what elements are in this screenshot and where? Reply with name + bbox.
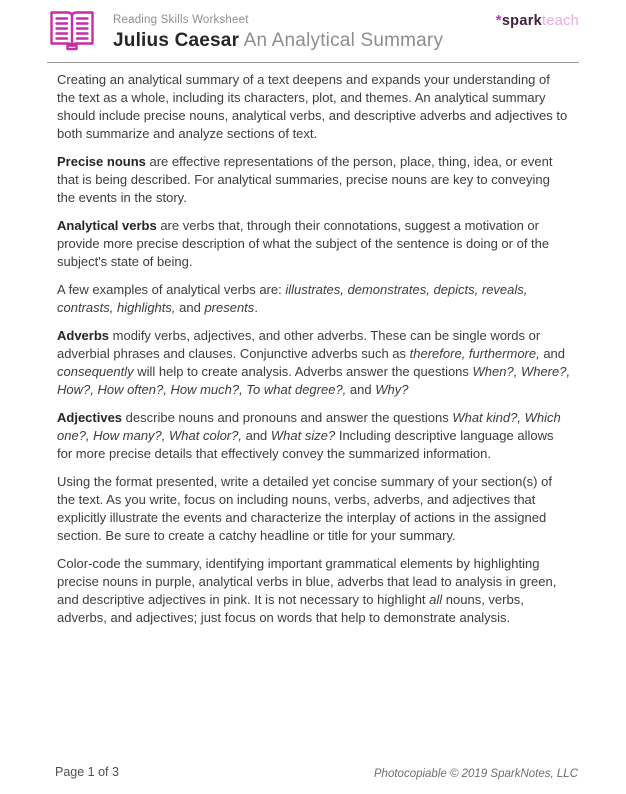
text-run: Including descriptive language allows for more precise details that effectively convey the summarized information. xyxy=(57,428,554,461)
text-run: and xyxy=(346,382,376,397)
page-title-book: Julius Caesar xyxy=(113,30,240,51)
text-run: What kind?, Which one?, How many?, What color?, xyxy=(57,410,561,443)
text-run: all xyxy=(429,592,443,607)
paragraph xyxy=(57,153,571,207)
text-run: Creating an analytical summary of a text deepens and expands your understanding of the text as a whole, including its characters, plot, and themes. An analytical summary should include precise nouns, analytical verbs, and descriptive adverbs and adjectives to both summarize and analyze sections of text. xyxy=(57,72,568,141)
text-run: are verbs that, through their connotations, suggest a motivation or provide more precise description of what the subject of the sentence is doing or of the subject's state of being. xyxy=(57,218,550,269)
text-run: When?, Where?, How?, How often?, How much?, To what degree?, xyxy=(57,364,571,397)
text-run: presents xyxy=(204,300,255,315)
text-run: describe nouns and pronouns and answer the questions xyxy=(122,410,453,425)
text-run: Analytical verbs xyxy=(57,218,157,233)
page-title-subtitle: An Analytical Summary xyxy=(239,30,444,51)
paragraph xyxy=(57,555,571,627)
text-run: and xyxy=(241,428,271,443)
text-run: therefore, furthermore, xyxy=(409,346,540,361)
text-run: and xyxy=(175,300,205,315)
page-number: Page 1 of 3 xyxy=(55,765,119,779)
text-run: nouns, verbs, adverbs, and adjectives; just focus on words that help to demonstrate analysis. xyxy=(57,592,524,625)
text-run: modify verbs, adjectives, and other adverbs. These can be single words or adverbial phrases and clauses. Conjunctive adverbs such as xyxy=(57,328,541,361)
text-run: and xyxy=(539,346,566,361)
text-run: Color-code the summary, identifying important grammatical elements by highlighting precise nouns in purple, analytical verbs in blue, adverbs that lead to analysis in green, and descriptive adjectives in pink. It is not necessary to highlight xyxy=(57,556,557,607)
copyright-notice: Photocopiable © 2019 SparkNotes, LLC xyxy=(373,768,578,780)
header-divider xyxy=(47,62,579,63)
text-run: Adverbs xyxy=(57,328,110,343)
logo-spark-text: spark xyxy=(501,13,543,29)
text-run: Adjectives xyxy=(57,410,123,425)
text-run: illustrates, demonstrates, depicts, reveals, contrasts, highlights, xyxy=(57,282,528,315)
text-run: Using the format presented, write a detailed yet concise summary of your section(s) of the text. As you write, focus on including nouns, verbs, adverbs, and adjectives that explicitly illustrate the events and characterize the interplay of actions in the assigned section. Be sure to create a catchy headline or title for your summary. xyxy=(57,474,552,543)
paragraph xyxy=(57,217,571,271)
paragraph xyxy=(57,409,571,463)
open-book-icon xyxy=(47,9,97,57)
text-run: Why? xyxy=(375,382,409,397)
paragraph xyxy=(57,281,571,317)
worksheet-body xyxy=(57,71,571,637)
paragraph xyxy=(57,473,571,545)
text-run: are effective representations of the person, place, thing, idea, or event that is being described. For analytical summaries, precise nouns are key to conveying the events in the story. xyxy=(57,154,553,205)
sparkteach-logo xyxy=(496,13,579,29)
text-run: consequently xyxy=(57,364,134,379)
text-run: What size? xyxy=(270,428,336,443)
logo-teach-text: teach xyxy=(542,13,579,29)
page-title xyxy=(113,30,443,52)
text-run: A few examples of analytical verbs are: xyxy=(57,282,286,297)
logo-asterisk-icon: * xyxy=(495,13,502,29)
paragraph xyxy=(57,327,571,399)
paragraph xyxy=(57,71,571,143)
worksheet-kicker: Reading Skills Worksheet xyxy=(113,14,249,26)
text-run: Precise nouns xyxy=(57,154,146,169)
text-run: . xyxy=(254,300,258,315)
text-run: will help to create analysis. Adverbs answer the questions xyxy=(133,364,473,379)
